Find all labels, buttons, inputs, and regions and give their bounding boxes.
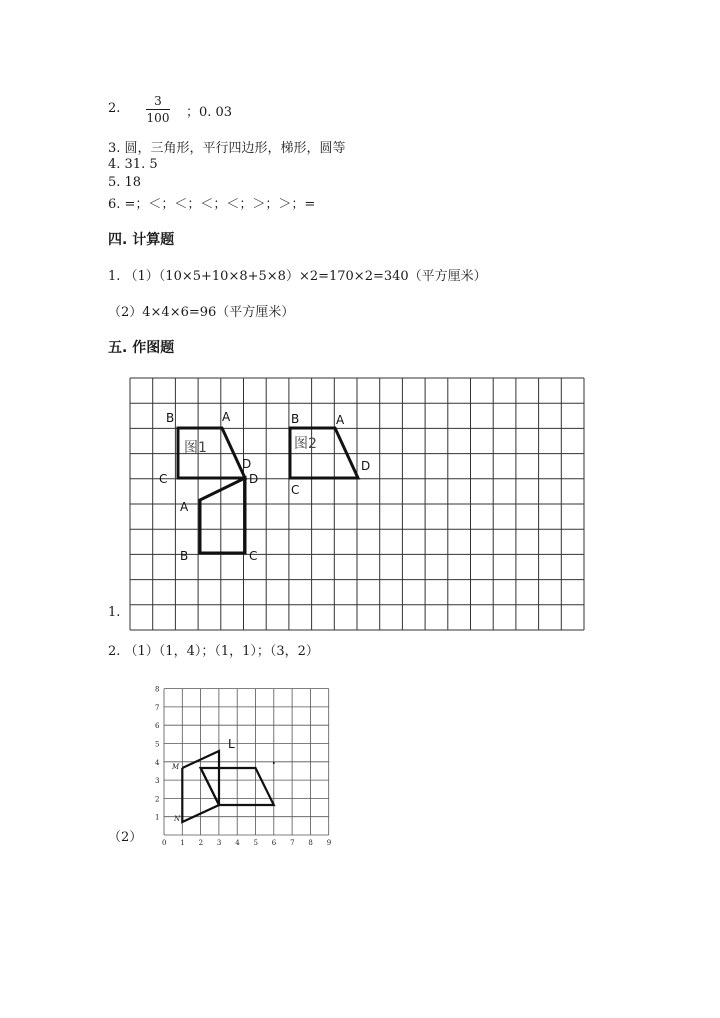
answer-2-suffix: ；0. 03	[186, 105, 233, 120]
section-5-title: 五. 作图题	[108, 340, 175, 356]
x-tick-label: 8	[308, 839, 313, 847]
x-tick-label: 5	[253, 839, 258, 847]
fig1-point-b: B	[166, 411, 175, 425]
section-4-title: 四. 计算题	[108, 232, 175, 248]
section-5-item-2-sub: （2）	[108, 830, 143, 845]
fig2-point-b: B	[291, 412, 300, 426]
y-tick-label: 2	[155, 795, 160, 804]
fig1-point-a: A	[222, 410, 231, 424]
x-tick-label: 1	[180, 839, 185, 847]
answer-3: 3. 圆，三角形，平行四边形，梯形，圆等	[108, 141, 346, 156]
rot-point-a: A	[180, 500, 189, 514]
y-tick-label: 8	[155, 685, 160, 694]
x-tick-label: 0	[162, 839, 167, 847]
x-tick-label: 7	[290, 839, 295, 847]
grid-lines	[130, 378, 584, 630]
x-tick-label: 9	[326, 839, 332, 847]
x-tick-label: 6	[271, 839, 277, 847]
fig2-point-d: D	[361, 459, 371, 473]
section-4-line-2: （2）4×4×6=96（平方厘米）	[108, 305, 295, 320]
answer-6: 6. =；＜；＜；＜；＜；＞；＞；=	[108, 197, 316, 212]
rotated-trapezoid	[200, 478, 245, 553]
figure-2-coordinate-grid	[140, 685, 340, 860]
fig2-point-a: A	[336, 413, 345, 427]
label-n: N	[174, 815, 181, 823]
section-5-item-1-label: 1.	[108, 605, 121, 620]
fraction-numerator: 3	[154, 94, 162, 108]
fig2-label: 图2	[294, 436, 317, 452]
y-tick-label: 4	[155, 758, 160, 767]
fig2-point-c: C	[291, 483, 300, 497]
fraction-denominator: 100	[146, 111, 170, 125]
label-m: M	[172, 763, 180, 771]
y-tick-label: 3	[155, 777, 160, 786]
connector-line	[201, 768, 219, 805]
fig1-point-d-upper: D	[242, 457, 252, 471]
y-tick-label: 1	[155, 813, 160, 822]
fig1-label: 图1	[184, 440, 207, 456]
answer-5: 5. 18	[108, 175, 142, 190]
y-tick-label: 7	[155, 703, 160, 712]
answer-4: 4. 31. 5	[108, 157, 158, 172]
y-tick-label: 6	[155, 722, 160, 731]
section-5-item-2-line: 2. （1）（1，4）；（1，1）；（3，2）	[108, 644, 319, 659]
rot-point-c: C	[249, 549, 258, 563]
x-tick-label: 3	[216, 839, 222, 847]
fig1-point-d: D	[249, 472, 259, 486]
fig1-point-c: C	[159, 472, 168, 486]
section-4-line-1: 1. （1）（10×5+10×8+5×8）×2=170×2=340（平方厘米）	[108, 269, 487, 284]
coordinate-grid-lines	[164, 689, 329, 835]
x-tick-label: 2	[198, 839, 204, 847]
label-l: L	[228, 737, 235, 751]
answer-2-prefix: 2.	[108, 101, 121, 116]
y-tick-label: 5	[155, 740, 160, 749]
x-tick-label: 4	[235, 839, 240, 847]
rot-point-b: B	[180, 549, 189, 563]
dot-marker	[273, 762, 275, 764]
